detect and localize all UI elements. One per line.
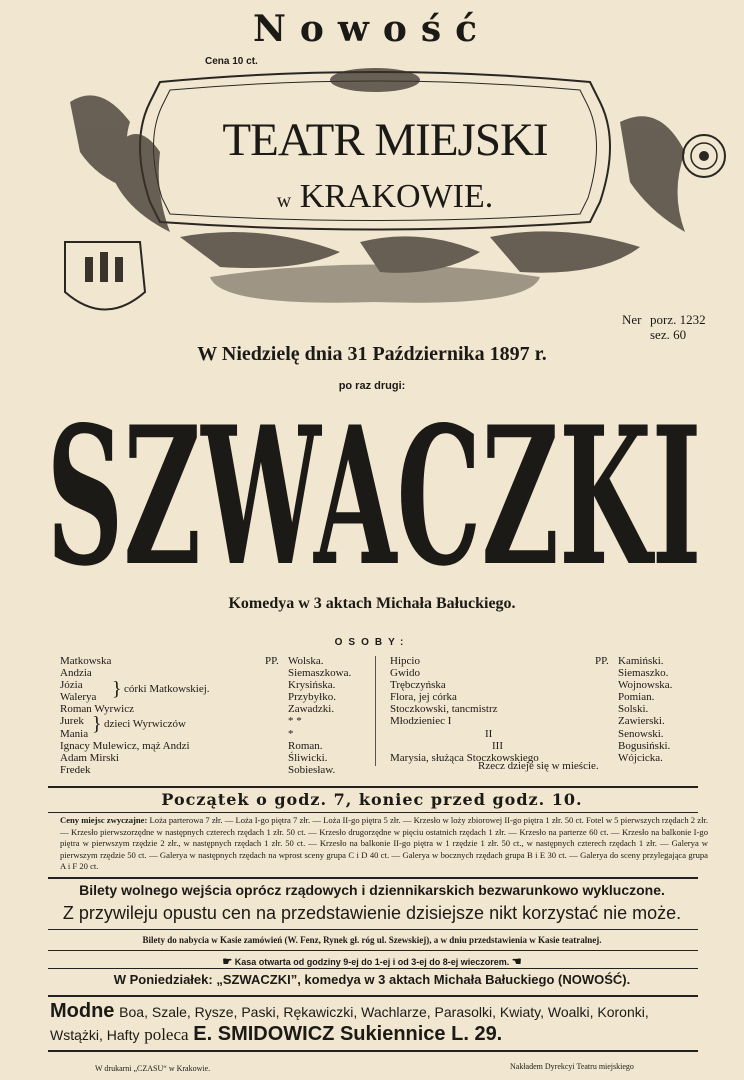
cast-row bbox=[60, 691, 360, 703]
setting-note: Rzecz dzieje się w mieście. bbox=[478, 760, 599, 772]
cast-role: III bbox=[492, 739, 503, 752]
cast-actor: Wojnowska. bbox=[618, 679, 673, 692]
cast-divider bbox=[375, 656, 376, 766]
poster-price: Cena 10 ct. bbox=[205, 56, 258, 67]
cast-actor: Przybyłko. bbox=[288, 691, 336, 704]
play-title bbox=[44, 398, 704, 583]
catalog-porz: porz. 1232 bbox=[650, 312, 706, 327]
advert-line-2 bbox=[50, 1023, 700, 1046]
cast-actor: Zawadzki. bbox=[288, 703, 335, 716]
cast-row bbox=[390, 691, 710, 703]
advert-line-1 bbox=[50, 1000, 700, 1023]
cast-actor: Bogusiński. bbox=[618, 739, 671, 752]
divider bbox=[48, 812, 698, 813]
cast-actor: Krysińska. bbox=[288, 679, 336, 692]
cast-actor: Pomian. bbox=[618, 691, 655, 704]
cast-role: Młodzieniec I bbox=[390, 715, 452, 728]
divider bbox=[48, 1050, 698, 1052]
discount-notice: Z przywileju opustu cen na przedstawienie dzisiejsze nikt korzystać nie może. bbox=[62, 903, 682, 923]
theatre-city bbox=[175, 178, 595, 216]
start-time: Początek o godz. 7, koniec przed godz. 10. bbox=[161, 790, 583, 809]
cast-heading: OSOBY: bbox=[334, 637, 410, 648]
pointing-hand-icon: ☛ bbox=[222, 956, 233, 968]
cast-actor: Roman. bbox=[288, 739, 323, 752]
cast-group-1-label: córki Matkowskiej. bbox=[124, 683, 210, 695]
cast-row bbox=[390, 715, 710, 727]
cast-role: Marysia, służąca Stoczkowskiego bbox=[390, 751, 539, 764]
performance-date: W Niedzielę dnia 31 Października 1897 r. bbox=[197, 343, 547, 365]
cast-row bbox=[390, 728, 710, 740]
library-stamp-icon bbox=[680, 132, 728, 180]
divider bbox=[48, 929, 698, 930]
cast-lead: PP. bbox=[595, 655, 609, 667]
cast-actor: Wolska. bbox=[288, 655, 324, 667]
performance-subtitle: po raz drugi: bbox=[338, 380, 406, 392]
poster-header-title: Nowość bbox=[252, 8, 492, 50]
divider bbox=[48, 968, 698, 969]
cast-lead: PP. bbox=[265, 655, 279, 667]
advert-modne: Modne bbox=[50, 1000, 115, 1022]
ticket-sale-notice: Bilety do nabycia w Kasie zamówień (W. Fenz, Rynek gł. róg ul. Szewskiej), a w dniu przedstawienia w Kasie teatralnej. bbox=[142, 935, 602, 945]
cast-row bbox=[390, 667, 710, 679]
advert-items-1: Boa, Szale, Rysze, Paski, Rękawiczki, Wachlarze, Parasolki, Kwiaty, Woalki, Koronki, bbox=[119, 1004, 649, 1020]
cast-row bbox=[390, 703, 710, 715]
pointing-hand-icon: ☚ bbox=[511, 956, 522, 968]
cast-actor: Śliwicki. bbox=[288, 751, 328, 764]
cast-role: Flora, jej córka bbox=[390, 691, 457, 704]
cast-role: Józia bbox=[60, 679, 83, 692]
cast-actor: Wójcicka. bbox=[618, 751, 663, 764]
prices-body: Loża parterowa 7 złr. — Loża I-go piętra 7 złr. — Loża II-go piętra 5 złr. — Krzesło w loży zbiorowej II-go piętra 1 złr. 50 ct. Fotel w 5 pierwszych rzędach 2 złr. — Krzesło pierwszorzędne w następnych czterech rzędach 1 złr. 50 ct. — Krzesło drugorzędne w pięciu ostatnich rzędach 1 złr. — Krzesło na parterze 60 ct. — Krzesło na balkonie I-go piętra w pierwszym rzędzie 2 złr., w następnych rzędach 1 złr. 50 ct. — Krzesło na balkonie II-go piętra w 1 rzędzie 1 złr. 50 ct., w następnych czterech rzędach 1 złr. — Galerya w pierwszym rzędzie 50 ct. — Galerya w następnych rzędach na wprost sceny grupa C i D 40 ct. — Galerya w bocznych rzędach grupa B i E 30 ct. — Galerya do sceny przylegająca grupa A i F 20 ct. bbox=[60, 815, 708, 872]
advert-merchant: E. SMIDOWICZ Sukiennice L. 29. bbox=[193, 1023, 503, 1045]
city-name: KRAKOWIE. bbox=[299, 178, 494, 215]
cast-role: Walerya bbox=[60, 691, 97, 704]
brace-icon: } bbox=[112, 678, 122, 700]
cast-row bbox=[60, 655, 360, 667]
city-prefix: w bbox=[276, 190, 292, 212]
divider bbox=[48, 786, 698, 788]
cast-role: Ignacy Mulewicz, mąż Andzi bbox=[60, 739, 190, 752]
cast-row bbox=[390, 740, 710, 752]
cast-row bbox=[60, 703, 360, 715]
cast-role: Roman Wyrwicz bbox=[60, 703, 134, 716]
cast-actor: * bbox=[288, 727, 294, 740]
cast-role: Adam Mirski bbox=[60, 751, 119, 764]
divider bbox=[48, 995, 698, 997]
cast-list-right bbox=[390, 655, 710, 764]
cast-actor: Zawierski. bbox=[618, 715, 665, 728]
cast-role: Mania bbox=[60, 727, 89, 740]
free-tickets-notice: Bilety wolnego wejścia oprócz rządowych i dziennikarskich bezwarunkowo wykluczone. bbox=[79, 882, 665, 898]
cast-row bbox=[60, 752, 360, 764]
brace-icon: } bbox=[92, 713, 102, 735]
advert-poleca: poleca bbox=[144, 1025, 189, 1044]
cashier-hours bbox=[0, 955, 744, 968]
catalog-ner-label: Ner bbox=[622, 312, 642, 327]
cast-role: Jurek bbox=[60, 715, 84, 728]
catalog-sez: sez. 60 bbox=[650, 327, 687, 342]
cast-role: II bbox=[485, 727, 493, 740]
cast-row bbox=[390, 679, 710, 691]
divider bbox=[48, 950, 698, 951]
cast-actor: Siemaszkowa. bbox=[288, 667, 352, 680]
next-performance: W Poniedziałek: „SZWACZKI”, komedya w 3 aktach Michała Bałuckiego (NOWOŚĆ). bbox=[113, 972, 631, 987]
cast-row bbox=[60, 764, 360, 776]
play-title-text: SZWACZKI bbox=[46, 398, 702, 583]
cast-role: Stoczkowski, tancmistrz bbox=[390, 703, 498, 716]
cast-role: Hipcio bbox=[390, 655, 420, 667]
cast-actor: Kamiński. bbox=[618, 655, 664, 667]
cast-actor: * * bbox=[288, 715, 302, 728]
cast-actor: Solski. bbox=[618, 703, 649, 716]
play-genre: Komedya w 3 aktach Michała Bałuckiego. bbox=[228, 595, 516, 612]
cast-role: Andzia bbox=[60, 667, 92, 680]
cast-actor: Siemaszko. bbox=[618, 667, 669, 680]
cast-row bbox=[390, 655, 710, 667]
cast-role: Gwido bbox=[390, 667, 420, 680]
theatre-name: TEATR MIEJSKI bbox=[222, 114, 548, 166]
cast-actor: Sobiesław. bbox=[288, 763, 336, 776]
prices-label: Ceny miejsc zwyczajne: bbox=[60, 815, 148, 825]
advert-items-2: Wstążki, Hafty bbox=[50, 1027, 140, 1043]
cast-row bbox=[60, 679, 360, 691]
publisher-credit: Nakładem Dyrekcyi Teatru miejskiego bbox=[510, 1062, 634, 1071]
cast-actor: Senowski. bbox=[618, 727, 664, 740]
divider bbox=[48, 877, 698, 879]
cast-row bbox=[60, 667, 360, 679]
cast-row bbox=[60, 740, 360, 752]
catalog-numbers bbox=[650, 312, 706, 342]
cast-role: Matkowska bbox=[60, 655, 112, 667]
cast-group-2-label: dzieci Wyrwiczów bbox=[104, 718, 186, 730]
printer-credit: W drukarni „CZASU“ w Krakowie. bbox=[95, 1064, 211, 1073]
cast-list-left bbox=[60, 655, 360, 776]
cast-role: Fredek bbox=[60, 763, 91, 776]
prices-text bbox=[60, 815, 708, 873]
cashier-hours-text: Kasa otwarta od godziny 9-ej do 1-ej i od 3-ej do 8-ej wieczorem. bbox=[234, 957, 510, 967]
cast-role: Trębczyńska bbox=[390, 679, 446, 692]
